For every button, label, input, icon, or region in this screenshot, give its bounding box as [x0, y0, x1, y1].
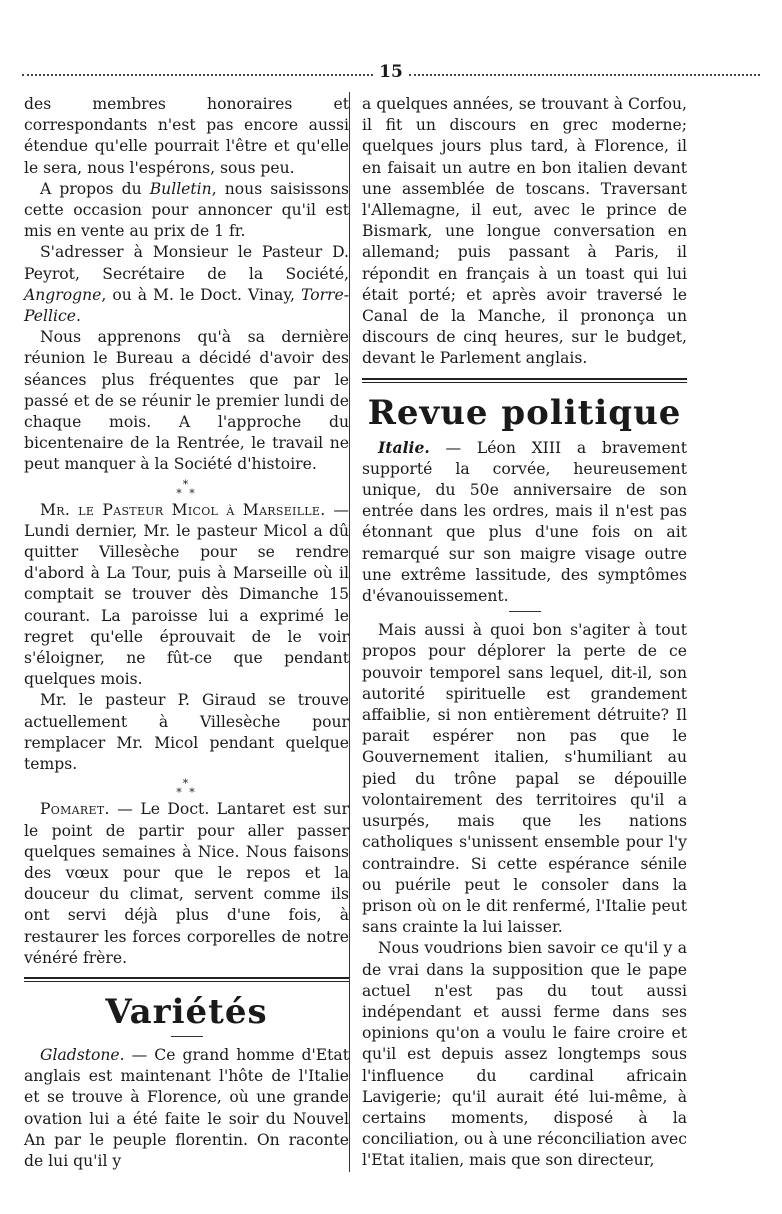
paragraph — [362, 437, 687, 608]
paragraph: Nous voudrions bien savoir ce qu'il y a de vrai dans la supposition que le pape actuel n'est pas du tout aussi indépendant et aussi ferme dans ses opinions qu'on a voulu le faire croire et qu'il est depuis assez longtemps sous l'influence du cardinal africain Lavigerie; qu'il aurait été lui-même, à certains moments, disposé à la conciliation, ou à une réconciliation avec l'Etat italien, mais que son directeur, — [362, 939, 687, 1170]
short-rule — [171, 1036, 203, 1037]
section-title-varietes: Variétés — [105, 991, 268, 1032]
page-header — [22, 62, 760, 82]
text: — Lundi dernier, Mr. le pasteur Micol a dû quitter Villesèche pour se rendre d'abord à La Tour, puis à Marseille où il comptait se trouver dès Dimanche 15 courant. La paroisse lui a exprimé le regret qu'elle éprouvait de le voir s'éloigner, ne fût-ce que pendant quelques mois. — [24, 500, 349, 689]
paragraph — [24, 500, 349, 691]
text: — Ce grand homme d'Etat anglais est maintenant l'hôte de l'Italie et se trouve à Florence, où une grande ovation lui a été faite le soir du Nouvel An par le peuple florentin. On raconte de lui qu'il y — [24, 1045, 349, 1170]
paragraph: des membres honoraires et correspondants n'est pas encore aussi étendue qu'elle pourrait l'être et qu'elle le sera, nous l'espérons, sous peu. — [24, 95, 349, 177]
section-rule — [362, 378, 687, 383]
news-heading: Mr. le Pasteur Micol à Marseille. — [40, 500, 326, 519]
text-italic: Bulletin — [149, 179, 212, 198]
paragraph: Mr. le pasteur P. Giraud se trouve actuellement à Villesèche pour remplacer Mr. Micol pendant quelque temps. — [24, 691, 349, 774]
lead-word: Italie. — [378, 437, 430, 457]
left-column — [24, 94, 349, 1172]
text: , ou à M. le Doct. Vinay, — [101, 285, 302, 304]
text: A propos du — [40, 179, 150, 198]
asterism: * * * — [176, 477, 197, 500]
paragraph — [24, 242, 349, 327]
paragraph — [24, 179, 349, 243]
header-rule-right — [409, 74, 760, 76]
right-column — [362, 94, 687, 1172]
paragraph: a quelques années, se trouvant à Corfou, il fit un discours en grec moderne; quelques jours plus tard, à Florence, il en faisait un autre en bon italien devant une assemblée de toscans. Traversant l'Allemagne, il eut, avec le prince de Bismark, une longue conversation en allemand; puis passant à Paris, il répondit en français à un toast qui lui était porté; et après avoir traversé le Canal de la Manche, il prononça un discours de cinq heures, sur le budget, devant le Parlement anglais. — [362, 95, 687, 368]
text: — Léon XIII a bravement supporté la corvée, heureusement unique, du 50e anniversaire de son entrée dans les ordres, mais il n'est pas étonnant que plus d'une fois on ait remarqué sur son maigre visage outre une extrême lassitude, des symptômes d'évanouissement. — [362, 438, 687, 606]
page-number: 15 — [379, 62, 403, 82]
paragraph: Mais aussi à quoi bon s'agiter à tout propos pour déplorer la perte de ce pouvoir temporel sans lequel, dit-il, son autorité spirituelle est grandement affaiblie, si non entièrement détruite? Il parait espérer non pas que le Gouvernement italien, s'humiliant au pied du trône papal se dépouille volontairement des territoires qu'il a usurpés, mais que les nations catholiques s'unissent ensemble pour l'y contraindre. Si cette espérance sénile ou puérile peut le consoler dans la prison où on le dit renfermé, l'Italie peut sans crainte la lui laisser. — [362, 621, 687, 937]
section-title-revue-politique: Revue politique — [367, 392, 682, 433]
text-italic: Angrogne — [24, 285, 102, 304]
section-rule — [24, 977, 349, 982]
paragraph — [24, 1045, 349, 1172]
paragraph — [24, 799, 349, 969]
text: S'adresser à Monsieur le Pasteur D. Peyrot, Secrétaire de la Société, — [24, 243, 349, 283]
short-rule — [509, 611, 541, 612]
header-rule-left — [22, 74, 373, 76]
text-italic: Torre-Pellice — [24, 285, 349, 326]
text: , nous saisissons cette occasion pour annoncer qu'il est mis en vente au prix de 1 fr. — [24, 179, 350, 241]
asterism: * * * — [176, 777, 197, 800]
column-divider — [349, 92, 350, 1172]
paragraph: Nous apprenons qu'à sa dernière réunion le Bureau a décidé d'avoir des séances plus fréquentes que par le passé et de se réunir le premier lundi de chaque mois. A l'approche du bicentenaire de la Rentrée, le travail ne peut manquer à la Société d'histoire. — [24, 328, 349, 474]
text: . — [75, 307, 81, 326]
text: — Le Doct. Lantaret est sur le point de partir pour aller passer quelques semaines à Nice. Nous faisons des vœux pour que le repos et la douceur du climat, servent comme ils ont servi déjà plus d'une fois, à restaurer les forces corporelles de notre vénéré frère. — [24, 800, 349, 967]
news-heading: Pomaret. — [40, 800, 110, 819]
lead-word: Gladstone. — [40, 1045, 125, 1064]
